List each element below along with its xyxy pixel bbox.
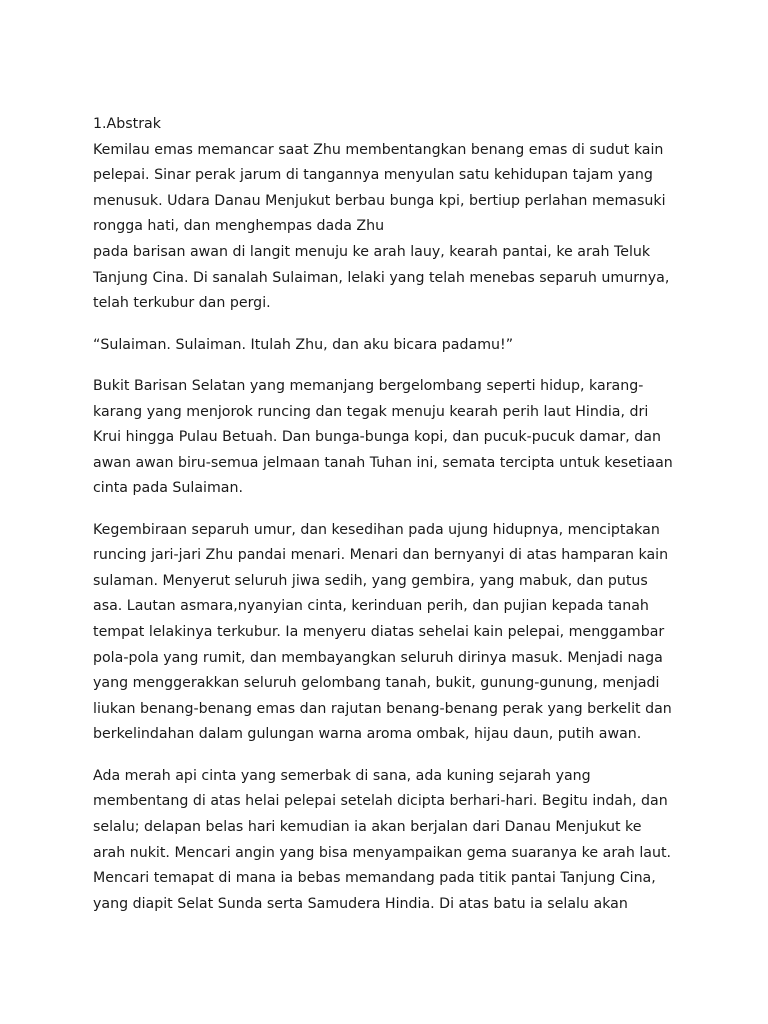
text-line: sulaman. Menyerut seluruh jiwa sedih, yang gembira, yang mabuk, dan putus: [93, 572, 648, 589]
text-line: pada barisan awan di langit menuju ke arah lauy, kearah pantai, ke arah Teluk: [93, 243, 651, 260]
text-line: cinta pada Sulaiman.: [93, 480, 244, 497]
text-line: yang diapit Selat Sunda serta Samudera Hindia. Di atas batu ia selalu akan: [93, 895, 628, 912]
text-line: Tanjung Cina. Di sanalah Sulaiman, lelaki yang telah menebas separuh umurnya,: [93, 269, 670, 286]
text-line: arah nukit. Mencari angin yang bisa menyampaikan gema suaranya ke arah laut.: [93, 844, 672, 861]
text-line: asa. Lautan asmara,nyanyian cinta, kerinduan perih, dan pujian kepada tanah: [93, 598, 649, 615]
paragraph-gap: [93, 358, 693, 374]
text-line: karang yang menjorok runcing dan tegak menuju kearah perih laut Hindia, dri: [93, 403, 649, 420]
paragraph-gap: [93, 317, 693, 333]
text-line: berkelindahan dalam gulungan warna aroma ombak, hijau daun, putih awan.: [93, 726, 642, 743]
text-line: “Sulaiman. Sulaiman. Itulah Zhu, dan aku bicara padamu!”: [93, 336, 514, 353]
text-line: Mencari temapat di mana ia bebas memandang pada titik pantai Tanjung Cina,: [93, 870, 656, 887]
paragraph: [93, 374, 693, 502]
text-line: telah terkubur dan pergi.: [93, 295, 271, 312]
paragraph: [93, 333, 693, 359]
paragraph: [93, 518, 693, 748]
document-body: [93, 138, 693, 918]
paragraph: [93, 138, 693, 317]
text-line: rongga hati, dan menghempas dada Zhu: [93, 218, 385, 235]
text-line: runcing jari-jari Zhu pandai menari. Menari dan bernyanyi di atas hamparan kain: [93, 547, 669, 564]
text-line: menusuk. Udara Danau Menjukut berbau bunga kpi, bertiup perlahan memasuki: [93, 192, 666, 209]
text-line: Krui hingga Pulau Betuah. Dan bunga-bunga kopi, dan pucuk-pucuk damar, dan: [93, 429, 661, 446]
text-line: tempat lelakinya terkubur. Ia menyeru diatas sehelai kain pelepai, menggambar: [93, 624, 665, 641]
text-line: awan awan biru-semua jelmaan tanah Tuhan ini, semata tercipta untuk kesetiaan: [93, 454, 673, 471]
paragraph-gap: [93, 748, 693, 764]
text-line: Ada merah api cinta yang semerbak di sana, ada kuning sejarah yang: [93, 767, 591, 784]
text-line: liukan benang-benang emas dan rajutan benang-benang perak yang berkelit dan: [93, 700, 672, 717]
text-line: membentang di atas helai pelepai setelah dicipta berhari-hari. Begitu indah, dan: [93, 793, 668, 810]
text-line: selalu; delapan belas hari kemudian ia akan berjalan dari Danau Menjukut ke: [93, 819, 642, 836]
text-line: pelepai. Sinar perak jarum di tangannya menyulan satu kehidupan tajam yang: [93, 167, 653, 184]
document-page: [93, 112, 693, 917]
text-line: yang menggerakkan seluruh gelombang tanah, bukit, gunung-gunung, menjadi: [93, 675, 660, 692]
paragraph: [93, 764, 693, 918]
text-line: Bukit Barisan Selatan yang memanjang bergelombang seperti hidup, karang-: [93, 377, 644, 394]
text-line: pola-pola yang rumit, dan membayangkan seluruh dirinya masuk. Menjadi naga: [93, 649, 663, 666]
text-line: Kemilau emas memancar saat Zhu membentangkan benang emas di sudut kain: [93, 141, 664, 158]
text-line: Kegembiraan separuh umur, dan kesedihan pada ujung hidupnya, menciptakan: [93, 521, 660, 538]
section-heading: 1.Abstrak: [93, 116, 161, 132]
paragraph-gap: [93, 502, 693, 518]
